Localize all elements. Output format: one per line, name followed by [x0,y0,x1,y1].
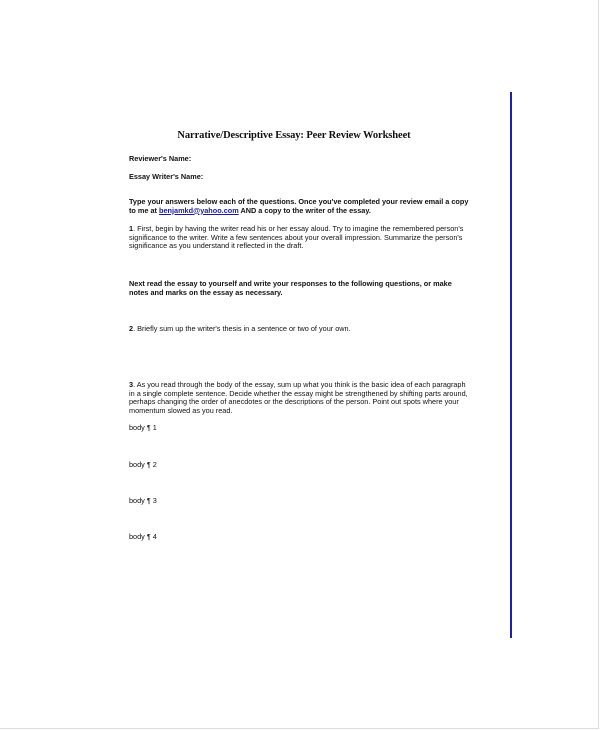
question-1-text: . First, begin by having the writer read his or her essay aloud. Try to imagine the remembered person's significance to the writer. Write a few sentences about your overall impression. Summarize the person's significance as you understand it reflected in the draft. [129,224,464,251]
instructions-paragraph [129,198,469,215]
writer-name-label: Essay Writer's Name: [129,172,204,181]
question-3 [129,381,469,415]
instructions-line1: Type your answers below each of the questions. Once you've completed your review email a copy [129,197,469,206]
body-paragraph-4-label: body ¶ 4 [129,532,157,541]
question-2-text: . Briefly sum up the writer's thesis in a sentence or two of your own. [133,324,351,333]
question-2-number: 2 [129,324,134,333]
body-paragraph-3-label: body ¶ 3 [129,496,157,505]
read-instructions: Next read the essay to yourself and write your responses to the following questions, or make notes and marks on the essay as necessary. [129,279,452,297]
question-3-number: 3 [129,380,134,389]
question-2 [129,325,469,334]
question-1-number: 1 [129,224,134,233]
reviewer-name-label: Reviewer's Name: [129,154,192,163]
body-paragraph-2-label: body ¶ 2 [129,460,157,469]
instructions-prefix: to me at [129,205,160,215]
worksheet-title: Narrative/Descriptive Essay: Peer Review Worksheet [177,130,411,141]
question-1 [129,225,469,251]
question-3-text: . As you read through the body of the essay, sum up what you think is the basic idea of each paragraph in a single complete sentence. Decide whether the essay might be strengthened by shifting parts around, perhaps changing the order of anecdotes or the descriptions of the person. Point out spots where your momentum slowed as you read. [129,380,468,415]
email-link[interactable]: benjamkd@yahoo.com [159,205,239,215]
margin-line [510,92,512,638]
body-paragraph-1-label: body ¶ 1 [129,423,157,432]
instructions-suffix: AND a copy to the writer of the essay. [238,205,371,215]
